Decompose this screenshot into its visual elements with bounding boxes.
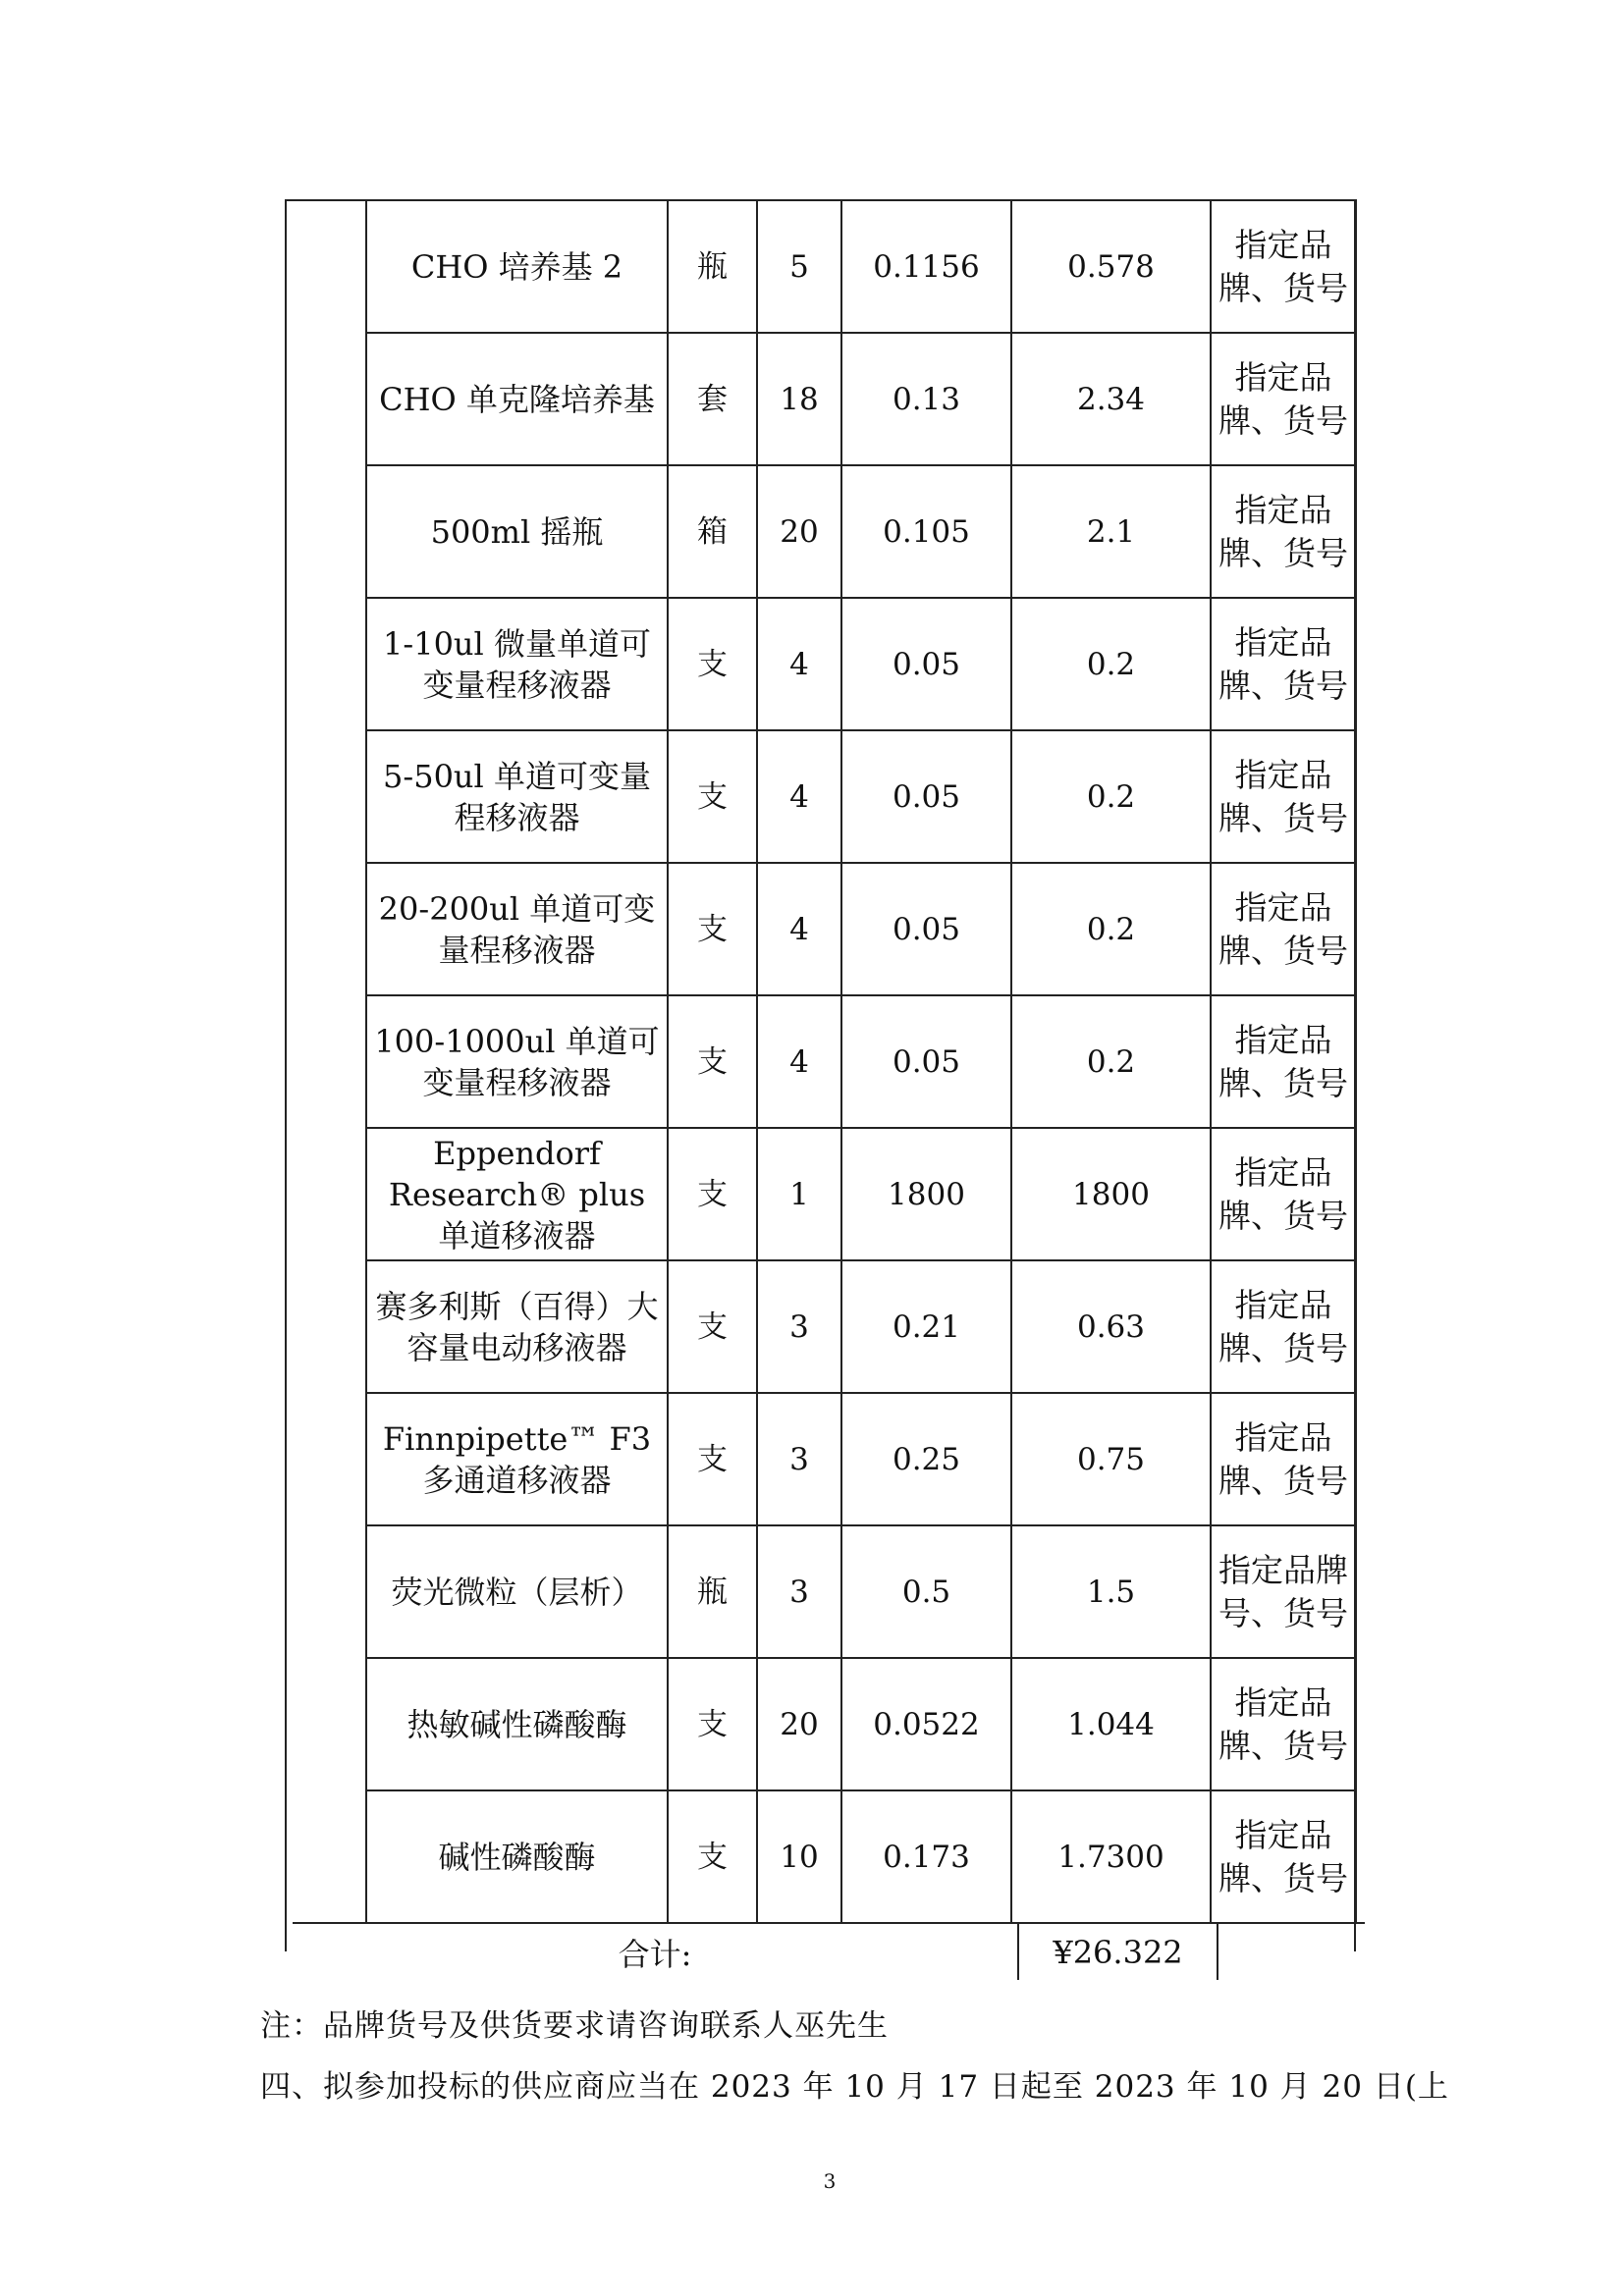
item-name: 20-200ul 单道可变量程移液器 — [366, 863, 668, 995]
item-unit-price: 0.05 — [841, 598, 1011, 730]
item-quantity: 3 — [757, 1393, 841, 1525]
item-unit-price: 0.05 — [841, 863, 1011, 995]
item-quantity: 4 — [757, 730, 841, 863]
item-quantity: 20 — [757, 1658, 841, 1790]
item-unit-price: 0.105 — [841, 465, 1011, 598]
item-unit: 支 — [668, 863, 757, 995]
item-amount: 2.1 — [1011, 465, 1211, 598]
total-value: ¥26.322 — [1019, 1924, 1218, 1980]
item-note: 指定品牌、货号 — [1211, 1658, 1356, 1790]
item-note: 指定品牌、货号 — [1211, 1128, 1356, 1260]
item-name: Finnpipette™ F3 多通道移液器 — [366, 1393, 668, 1525]
item-unit-price: 1800 — [841, 1128, 1011, 1260]
item-quantity: 4 — [757, 863, 841, 995]
item-amount: 0.578 — [1011, 200, 1211, 333]
item-unit: 箱 — [668, 465, 757, 598]
item-name: CHO 培养基 2 — [366, 200, 668, 333]
item-name: CHO 单克隆培养基 — [366, 333, 668, 465]
item-unit-price: 0.173 — [841, 1790, 1011, 1923]
total-label: 合计: — [293, 1924, 1019, 1980]
item-note: 指定品牌号、货号 — [1211, 1525, 1356, 1658]
table-row — [366, 333, 1356, 465]
item-quantity: 10 — [757, 1790, 841, 1923]
table-row — [366, 863, 1356, 995]
table-row — [366, 1260, 1356, 1393]
table-row — [366, 995, 1356, 1128]
item-amount: 1.044 — [1011, 1658, 1211, 1790]
item-note: 指定品牌、货号 — [1211, 1790, 1356, 1923]
item-quantity: 3 — [757, 1260, 841, 1393]
table-row — [366, 200, 1356, 333]
table-row — [366, 465, 1356, 598]
item-name: 5-50ul 单道可变量程移液器 — [366, 730, 668, 863]
item-unit-price: 0.1156 — [841, 200, 1011, 333]
item-unit: 支 — [668, 598, 757, 730]
table-row — [366, 1525, 1356, 1658]
item-note: 指定品牌、货号 — [1211, 200, 1356, 333]
item-note: 指定品牌、货号 — [1211, 863, 1356, 995]
item-unit-price: 0.05 — [841, 995, 1011, 1128]
item-unit: 支 — [668, 1393, 757, 1525]
table-row — [366, 1393, 1356, 1525]
total-row — [293, 1922, 1365, 1980]
item-unit: 支 — [668, 730, 757, 863]
item-unit-price: 0.25 — [841, 1393, 1011, 1525]
item-amount: 1.5 — [1011, 1525, 1211, 1658]
item-name: 碱性磷酸酶 — [366, 1790, 668, 1923]
item-unit-price: 0.21 — [841, 1260, 1011, 1393]
procurement-items-table — [365, 199, 1357, 1924]
item-quantity: 5 — [757, 200, 841, 333]
item-quantity: 18 — [757, 333, 841, 465]
item-name: 赛多利斯（百得）大容量电动移液器 — [366, 1260, 668, 1393]
item-unit: 瓶 — [668, 200, 757, 333]
item-quantity: 1 — [757, 1128, 841, 1260]
item-unit: 套 — [668, 333, 757, 465]
note-text: 注：品牌货号及供货要求请咨询联系人巫先生 — [260, 2008, 889, 2044]
item-amount: 0.2 — [1011, 730, 1211, 863]
item-amount: 0.63 — [1011, 1260, 1211, 1393]
item-name: 500ml 摇瓶 — [366, 465, 668, 598]
item-amount: 0.2 — [1011, 863, 1211, 995]
table-row — [366, 730, 1356, 863]
item-quantity: 20 — [757, 465, 841, 598]
items-table-body — [366, 200, 1356, 1923]
item-note: 指定品牌、货号 — [1211, 598, 1356, 730]
item-quantity: 4 — [757, 598, 841, 730]
item-note: 指定品牌、货号 — [1211, 995, 1356, 1128]
page-number: 3 — [823, 2169, 837, 2193]
table-row — [366, 598, 1356, 730]
item-name: 热敏碱性磷酸酶 — [366, 1658, 668, 1790]
item-unit-price: 0.5 — [841, 1525, 1011, 1658]
item-unit: 支 — [668, 995, 757, 1128]
item-amount: 0.2 — [1011, 995, 1211, 1128]
item-quantity: 4 — [757, 995, 841, 1128]
item-note: 指定品牌、货号 — [1211, 1260, 1356, 1393]
table-row — [366, 1128, 1356, 1260]
item-note: 指定品牌、货号 — [1211, 1393, 1356, 1525]
item-unit: 支 — [668, 1128, 757, 1260]
item-amount: 1.7300 — [1011, 1790, 1211, 1923]
item-unit-price: 0.05 — [841, 730, 1011, 863]
item-unit-price: 0.13 — [841, 333, 1011, 465]
item-quantity: 3 — [757, 1525, 841, 1658]
item-note: 指定品牌、货号 — [1211, 465, 1356, 598]
item-unit: 瓶 — [668, 1525, 757, 1658]
item-amount: 0.2 — [1011, 598, 1211, 730]
item-amount: 2.34 — [1011, 333, 1211, 465]
item-note: 指定品牌、货号 — [1211, 333, 1356, 465]
item-unit: 支 — [668, 1260, 757, 1393]
item-note: 指定品牌、货号 — [1211, 730, 1356, 863]
item-name: Eppendorf Research® plus 单道移液器 — [366, 1128, 668, 1260]
item-name: 100-1000ul 单道可变量程移液器 — [366, 995, 668, 1128]
item-amount: 1800 — [1011, 1128, 1211, 1260]
table-row — [366, 1658, 1356, 1790]
item-unit-price: 0.0522 — [841, 1658, 1011, 1790]
section-four-text: 四、拟参加投标的供应商应当在 2023 年 10 月 17 日起至 2023 年 10 月 20 日(上 — [260, 2069, 1449, 2105]
item-name: 荧光微粒（层析） — [366, 1525, 668, 1658]
item-amount: 0.75 — [1011, 1393, 1211, 1525]
table-frame-left — [285, 199, 287, 1951]
item-unit: 支 — [668, 1658, 757, 1790]
item-name: 1-10ul 微量单道可变量程移液器 — [366, 598, 668, 730]
table-row — [366, 1790, 1356, 1923]
item-unit: 支 — [668, 1790, 757, 1923]
total-note-empty — [1218, 1924, 1365, 1980]
